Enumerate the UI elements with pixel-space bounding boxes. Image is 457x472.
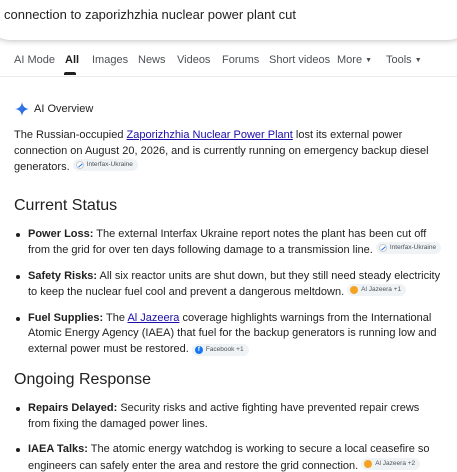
intro-text-after: lost its external power connection on August 20, 2026, and is currently running on emergency backup diesel generators.: [14, 129, 429, 173]
source-chip-label: Interfax-Ukraine: [389, 244, 437, 252]
tab-forums[interactable]: Forums: [222, 54, 260, 66]
search-bar[interactable]: [0, 0, 457, 40]
interfax-icon: [76, 161, 84, 169]
al-jazeera-icon: [364, 460, 372, 468]
bullet-heading: Fuel Supplies:: [28, 311, 104, 324]
tab-short-videos[interactable]: Short videos: [269, 54, 331, 66]
bullet-text: The external Interfax Ukraine report notes the plant has been cut off from the grid for over ten days following damage to a transmission line.: [28, 227, 427, 256]
search-input[interactable]: connection to zaporizhzhia nuclear power plant cut: [4, 7, 296, 22]
bullet-heading: Repairs Delayed:: [28, 402, 118, 414]
source-chip-label: Al Jazeera +2: [375, 459, 416, 467]
intro-paragraph: [14, 128, 444, 176]
tab-tools[interactable]: [386, 54, 422, 66]
source-chip-label: Interfax-Ukraine: [86, 161, 133, 169]
tab-news[interactable]: News: [138, 54, 166, 66]
al-jazeera-icon: [350, 286, 358, 294]
facebook-icon: f: [195, 346, 203, 354]
bullet-heading: Safety Risks:: [28, 269, 98, 282]
tab-videos[interactable]: Videos: [177, 54, 211, 66]
bullet-text: coverage highlights warnings from the International Atomic Energy Agency (IAEA) that fuel for the backup generators is running low and external power must be restored.: [28, 311, 437, 355]
section-title: Ongoing Response: [14, 371, 151, 388]
tab-more-label: More: [337, 54, 363, 66]
list-item: [14, 311, 444, 358]
sparkle-icon: [14, 101, 30, 117]
search-tabs: [0, 50, 457, 74]
section-title: Current Status: [14, 196, 118, 214]
list-item: [14, 442, 444, 472]
bullet-text: All six reactor units are shut down, but they still need steady electricity to keep the nuclear fuel cool and prevent a dangerous meltdown.: [28, 269, 441, 298]
tab-more[interactable]: [337, 54, 372, 66]
ongoing-response-list: [14, 401, 444, 472]
tab-ai-mode[interactable]: AI Mode: [14, 54, 55, 66]
list-item: [14, 269, 444, 301]
source-chip[interactable]: [73, 159, 138, 171]
tab-images[interactable]: Images: [92, 54, 129, 66]
bullet-text-before: The: [103, 311, 128, 324]
bullet-heading: IAEA Talks:: [28, 443, 88, 455]
ai-overview-content: [14, 128, 444, 472]
interfax-icon: [379, 244, 387, 252]
bullet-text: Security risks and active fighting have prevented repair crews from fixing the damaged power lines.: [28, 402, 420, 430]
source-chip[interactable]: [361, 458, 420, 470]
source-chip[interactable]: [192, 344, 249, 356]
source-chip-label: Al Jazeera +1: [361, 286, 402, 294]
chevron-down-icon: ▼: [365, 57, 372, 64]
al-jazeera-link[interactable]: Al Jazeera: [127, 311, 180, 324]
active-tab-indicator: [64, 72, 76, 75]
intro-text-before: The Russian-occupied: [14, 129, 127, 141]
source-chip[interactable]: [376, 242, 441, 254]
chevron-down-icon: ▼: [414, 57, 422, 64]
tab-all[interactable]: All: [65, 54, 80, 66]
tabs-divider: [0, 76, 457, 77]
source-chip[interactable]: [347, 284, 406, 296]
source-chip-label: Facebook +1: [205, 345, 244, 353]
bullet-text: The atomic energy watchdog is working to secure a local ceasefire so engineers can safely enter the area and restore the grid connection.: [28, 443, 430, 472]
bullet-heading: Power Loss:: [28, 227, 94, 240]
list-item: [14, 401, 444, 432]
zaporizhzhia-link[interactable]: Zaporizhzhia Nuclear Power Plant: [126, 129, 293, 141]
current-status-list: [14, 227, 444, 358]
ai-overview-title: AI Overview: [34, 103, 94, 115]
list-item: [14, 227, 444, 259]
tab-tools-label: Tools: [386, 54, 412, 66]
